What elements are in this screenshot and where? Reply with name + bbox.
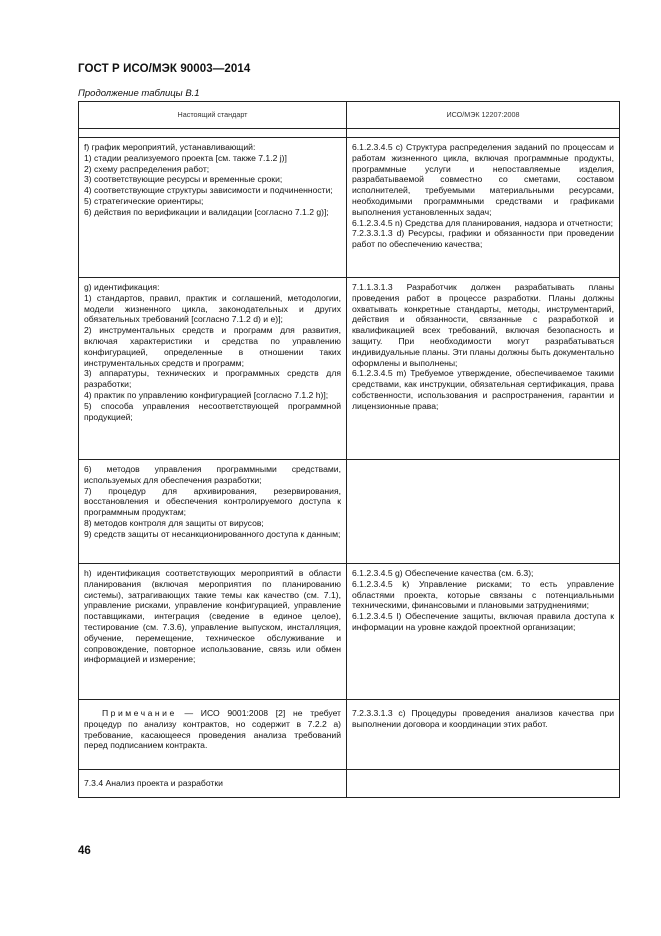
right-cell (347, 770, 620, 798)
note-paragraph (84, 708, 341, 751)
list-item: 1) стандартов, правил, практик и соглашений, методологии, модели жизненного цикла, законодательных и других обязательных требований [согласно 7.1.2 d) и e)]; (84, 292, 341, 325)
table-row (79, 460, 620, 564)
left-cell (79, 138, 347, 278)
page-number: 46 (78, 845, 91, 857)
list-item: 4) соответствующие структуры зависимости и подчиненности; (84, 185, 333, 196)
right-cell (347, 460, 620, 564)
right-cell (347, 138, 620, 278)
section-heading-cell (79, 770, 347, 798)
comparison-table (78, 101, 620, 798)
list-item: 6.1.2.3.4.5 l) Обеспечение защиты, включая правила доступа к информации на уровне каждой проектной организации; (352, 611, 614, 632)
list-item: 7.2.3.3.1.3 c) Процедуры проведения анализов качества при выполнении договора и координации этих работ. (352, 708, 614, 729)
right-cell (347, 700, 620, 770)
header-iso-12207: ИСО/МЭК 12207:2008 (347, 102, 620, 129)
list-item: 6.1.2.3.4.5 m) Требуемое утверждение, обеспечиваемое такими средствами, как инструкции, обязательная сертификация, права собственности, использования и распространения, гарантии и лицензионные права; (352, 368, 614, 411)
table-row (79, 278, 620, 460)
header-this-standard: Настоящий стандарт (79, 102, 347, 129)
list-item: 7) процедур для архивирования, резервирования, восстановления и обеспечения контролируемого доступа к программным продуктам; (84, 485, 341, 518)
list-item: 6) методов управления программными средствами, используемых для обеспечения разработки; (84, 464, 341, 485)
list-item: f) график мероприятий, устанавливающий: (84, 142, 256, 152)
list-item: 1) стадии реализуемого проекта [см. также 7.1.2 j)] (84, 152, 287, 163)
right-cell (347, 278, 620, 460)
left-cell (79, 564, 347, 700)
list-item: 6) действия по верификации и валидации [согласно 7.1.2 g)]; (84, 206, 329, 217)
list-item: 7.2.3.3.1.3 d) Ресурсы, графики и обязанности при проведении работ по обеспечению качества; (352, 228, 614, 250)
list-item: 6.1.2.3.4.5 n) Средства для планирования, надзора и отчетности; (352, 217, 614, 228)
list-item: 5) стратегические ориентиры; (84, 195, 204, 206)
right-cell (347, 564, 620, 700)
left-cell (79, 278, 347, 460)
table-row (79, 138, 620, 278)
section-heading: 7.3.4 Анализ проекта и разработки (84, 778, 223, 788)
table-header-row (79, 102, 620, 129)
list-item: 2) схему распределения работ; (84, 163, 210, 174)
document-header: ГОСТ Р ИСО/МЭК 90003—2014 (78, 63, 251, 75)
list-item: 7.1.1.3.1.3 Разработчик должен разрабатывать планы проведения работ в процессе разработки. Планы должны охватывать конкретные стандарты, методы, инструментарий, действия и обязанности, связанные с разработкой и квалификацией всех требований, включая безопасность и защиту. При необходимости могут разрабатываться индивидуальные планы. Эти планы должны быть документально оформлены и выполнены; (352, 282, 615, 368)
note-cell (79, 700, 347, 770)
list-item: 6.1.2.3.4.5 k) Управление рисками; то есть управление областями проекта, которые связаны с потенциальными техническими, финансовыми и плановыми затруднениями; (352, 578, 614, 611)
note-label: Примечание (102, 708, 177, 718)
list-item: g) идентификация: (84, 282, 160, 292)
table-spacer (79, 129, 620, 138)
list-item: 6.1.2.3.4.5 g) Обеспечение качества (см. 6.3); (352, 568, 534, 578)
list-item: 8) методов контроля для защиты от вирусов; (84, 517, 264, 528)
list-item: 6.1.2.3.4.5 c) Структура распределения заданий по процессам и работам жизненного цикла, включая программные продукты, программные услуги и непоставляемые изделия, разрабатываемой совместно со сметами, составом исполнителей, требуемыми материальными ресурсами, необходимыми программными средствами и графиками выполнения установленных задач; (352, 142, 614, 217)
table-row (79, 700, 620, 770)
left-cell (79, 460, 347, 564)
list-item: 3) аппаратуры, технических и программных средств для разработки; (84, 368, 341, 390)
table-caption: Продолжение таблицы В.1 (78, 88, 200, 99)
list-item: 9) средств защиты от несанкционированного доступа к данным; (84, 528, 341, 539)
list-item: 4) практик по управлению конфигурацией [согласно 7.1.2 h)]; (84, 389, 329, 400)
list-item: 5) способа управления несоответствующей программной продукцией; (84, 400, 341, 422)
list-item: h) идентификация соответствующих мероприятий в области планирования (включая мероприятия по планированию системы), затрагивающих такие темы как качество (см. 7.1), управление рисками, управление конфигурацией, управление поставщиками, интеграция (сведение в единое целое), тестирование (см. 7.3.6), управление выпуском, инсталляция, обучение, перемещение, техническое обслуживание и сопровождение, повторное использование, связь или обмен информацией и измерение; (84, 568, 341, 665)
table-row (79, 770, 620, 798)
table-row (79, 564, 620, 700)
list-item: 3) соответствующие ресурсы и временные сроки; (84, 174, 283, 185)
list-item: 2) инструментальных средств и программ для развития, включая характеристики и средства по управлению конфигурацией, определенные в отношении таких инструментальных средств и программ; (84, 325, 341, 368)
note-text: — ИСО 9001:2008 [2] не требует процедур по анализу контрактов, но содержит в 7.2.2 а) требование, касающееся проведения анализа требований перед подписанием контракта. (84, 708, 341, 751)
